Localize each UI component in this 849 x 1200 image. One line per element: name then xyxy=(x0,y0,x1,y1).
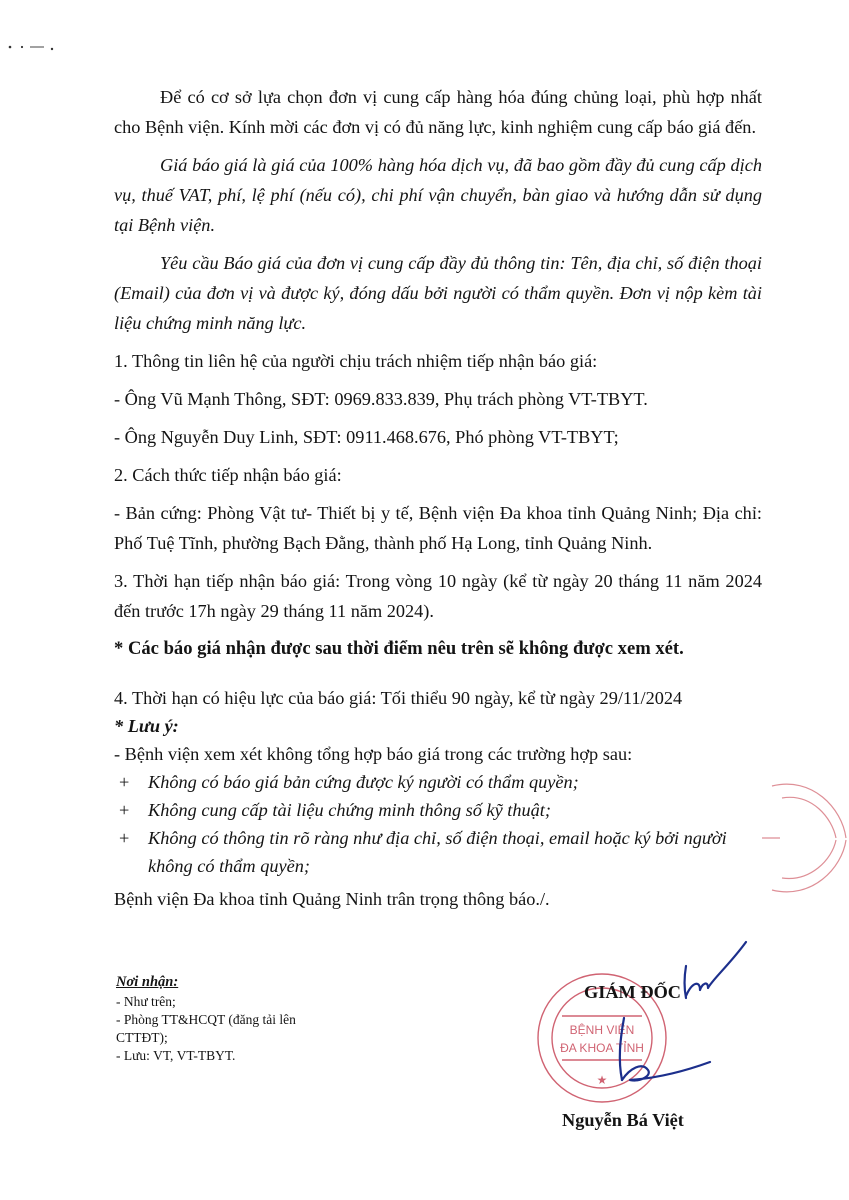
bullet-mark: + xyxy=(119,828,130,848)
stamp-line-1: BỆNH VIỆN xyxy=(569,1023,635,1037)
list-item: + Không có báo giá bản cứng được ký người có thẩm quyền; xyxy=(116,768,766,796)
recipient-item: - Phòng TT&HCQT (đăng tải lên CTTĐT); xyxy=(116,1012,296,1045)
note-title: * Lưu ý: xyxy=(114,716,179,736)
contact-vu-manh-thong: - Ông Vũ Mạnh Thông, SĐT: 0969.833.839, Phụ trách phòng VT-TBYT. xyxy=(114,389,648,409)
stamp-line-2: ĐA KHOA TỈNH xyxy=(560,1041,644,1055)
validity-and-note xyxy=(114,684,774,768)
scan-artifact xyxy=(8,42,58,52)
signer-name: Nguyễn Bá Việt xyxy=(562,1110,684,1130)
paragraph-purpose: Để có cơ sở lựa chọn đơn vị cung cấp hàng hóa đúng chủng loại, phù hợp nhất cho Bệnh viện. Kính mời các đơn vị có đủ năng lực, kinh nghiệm cung cấp báo giá đến. xyxy=(114,87,762,137)
list-item: + Không có thông tin rõ ràng như địa chỉ, số điện thoại, email hoặc ký bởi người không có thẩm quyền; xyxy=(116,824,766,880)
signature-icon xyxy=(600,930,760,1090)
note-intro: - Bệnh viện xem xét không tổng hợp báo giá trong các trường hợp sau: xyxy=(114,744,633,764)
intro-section xyxy=(114,82,762,664)
bullet-mark: + xyxy=(119,800,130,820)
list-item: + Không cung cấp tài liệu chứng minh thông số kỹ thuật; xyxy=(116,796,766,824)
exclusion-list xyxy=(116,768,766,880)
section-contact-heading: 1. Thông tin liên hệ của người chịu trách nhiệm tiếp nhận báo giá: xyxy=(114,351,598,371)
recipient-item: - Như trên; xyxy=(116,994,176,1009)
svg-text:★: ★ xyxy=(596,1073,608,1087)
signer-title: GIÁM ĐỐC xyxy=(584,982,681,1002)
contact-nguyen-duy-linh: - Ông Nguyễn Duy Linh, SĐT: 0911.468.676, Phó phòng VT-TBYT; xyxy=(114,427,619,447)
section-validity: 4. Thời hạn có hiệu lực của báo giá: Tối thiểu 90 ngày, kể từ ngày 29/11/2024 xyxy=(114,688,683,708)
partial-stamp-icon xyxy=(752,768,849,908)
submission-hardcopy: - Bản cứng: Phòng Vật tư- Thiết bị y tế, Bệnh viện Đa khoa tỉnh Quảng Ninh; Địa chỉ: Phố Tuệ Tĩnh, phường Bạch Đằng, thành phố Hạ Long, tỉnh Quảng Ninh. xyxy=(114,503,762,553)
recipients-title: Nơi nhận: xyxy=(116,974,179,990)
paragraph-quote-requirements: Yêu cầu Báo giá của đơn vị cung cấp đầy đủ thông tin: Tên, địa chỉ, số điện thoại (Email) của đơn vị và được ký, đóng dấu bởi người có thẩm quyền. Đơn vị nộp kèm tài liệu chứng minh năng lực. xyxy=(114,253,762,333)
late-quote-warning: * Các báo giá nhận được sau thời điểm nêu trên sẽ không được xem xét. xyxy=(114,638,684,659)
paragraph-price-terms: Giá báo giá là giá của 100% hàng hóa dịch vụ, đã bao gồm đầy đủ cung cấp dịch vụ, thuế VAT, phí, lệ phí (nếu có), chi phí vận chuyển, bàn giao và hướng dẫn sử dụng tại Bệnh viện. xyxy=(114,155,762,235)
bullet-mark: + xyxy=(119,772,130,792)
recipient-item: - Lưu: VT, VT-TBYT. xyxy=(116,1048,236,1063)
recipients-block xyxy=(116,973,346,1065)
section-deadline: 3. Thời hạn tiếp nhận báo giá: Trong vòng 10 ngày (kể từ ngày 20 tháng 11 năm 2024 đến trước 17h ngày 29 tháng 11 năm 2024). xyxy=(114,571,762,621)
section-submission-heading: 2. Cách thức tiếp nhận báo giá: xyxy=(114,465,342,485)
closing-line: Bệnh viện Đa khoa tỉnh Quảng Ninh trân trọng thông báo./. xyxy=(114,889,550,909)
